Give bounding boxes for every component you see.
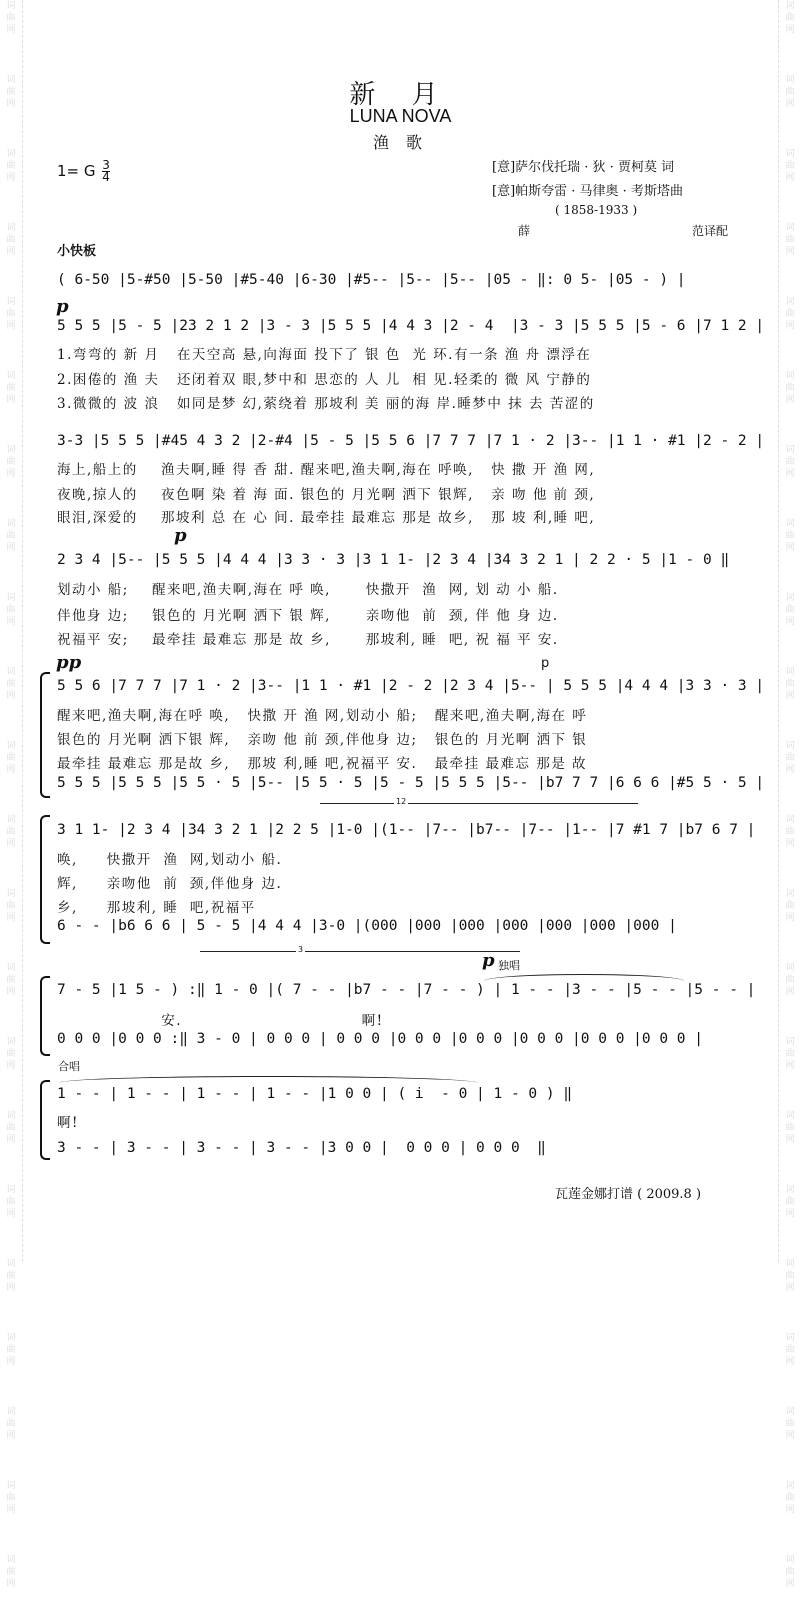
system-brace <box>40 815 50 944</box>
watermark-glyph: 网 <box>785 173 795 183</box>
key-signature <box>57 160 110 183</box>
lyric-line-3-3: 祝福平 安; 最牵挂 最难忘 那是 故 乡, 那坡利, 睡 吧, 祝 福 平 安. <box>57 632 559 648</box>
watermark-glyph: 曲 <box>785 87 795 97</box>
watermark-glyph: 网 <box>6 543 16 553</box>
watermark-glyph: 词 <box>6 371 16 381</box>
watermark-gap <box>0 628 22 648</box>
lyric-line-5-3: 乡, 那坡利, 睡 吧,祝福平 <box>57 900 256 916</box>
watermark-glyph: 词 <box>785 1259 795 1269</box>
bracket-label: 3 <box>298 945 304 954</box>
watermark-glyph: 词 <box>785 297 795 307</box>
watermark-glyph: 词 <box>6 1407 16 1417</box>
watermark-glyph: 网 <box>785 99 795 109</box>
composer-years: ( 1858-1933 ) <box>555 203 638 217</box>
watermark-glyph: 词 <box>6 1185 16 1195</box>
watermark-glyph: 词 <box>6 1111 16 1121</box>
watermark-glyph: 词 <box>785 889 795 899</box>
multi-measure-bracket <box>200 945 520 954</box>
watermark-gap <box>0 258 22 278</box>
watermark-gap <box>779 554 801 574</box>
watermark-gap <box>0 480 22 500</box>
watermark-glyph: 词 <box>785 149 795 159</box>
watermark-glyph: 曲 <box>785 309 795 319</box>
translator-right: 范译配 <box>691 224 728 238</box>
melody-staff-1: 5 5 5 |5 - 5 |23 2 1 2 |3 - 3 |5 5 5 |4 4 3 |2 - 4 |3 - 3 |5 5 5 |5 - 6 |7 1 2 | <box>57 318 765 334</box>
watermark-glyph: 网 <box>785 247 795 257</box>
watermark-gap <box>0 1368 22 1388</box>
bracket-label: 12 <box>396 797 407 806</box>
watermark-gap <box>779 1146 801 1166</box>
watermark-glyph: 网 <box>785 987 795 997</box>
lyric-line-2-2: 夜晚,掠人的 夜色啊 染 着 海 面. 银色的 月光啊 洒下 银辉, 亲 吻 他 前 颈, <box>57 487 596 503</box>
solo-marking: 独唱 <box>498 959 520 972</box>
watermark-glyph: 词 <box>785 1555 795 1565</box>
system-brace <box>40 976 50 1056</box>
watermark-glyph: 词 <box>6 593 16 603</box>
watermark-glyph: 网 <box>785 1431 795 1441</box>
watermark-glyph: 词 <box>785 75 795 85</box>
watermark-glyph: 网 <box>6 913 16 923</box>
watermark-gap <box>779 36 801 56</box>
watermark-gap <box>779 1516 801 1536</box>
watermark-gap <box>0 406 22 426</box>
watermark-glyph: 网 <box>785 691 795 701</box>
watermark-gap <box>0 1590 22 1610</box>
watermark-glyph: 曲 <box>6 235 16 245</box>
watermark-glyph: 网 <box>785 839 795 849</box>
watermark-glyph: 曲 <box>785 457 795 467</box>
watermark-gap <box>779 1072 801 1092</box>
time-denominator: 4 <box>102 170 110 184</box>
watermark-gap <box>779 924 801 944</box>
watermark-glyph: 词 <box>785 741 795 751</box>
dynamic-p: p <box>174 525 187 546</box>
dynamic-p: p <box>482 950 495 971</box>
watermark-glyph: 曲 <box>785 13 795 23</box>
watermark-glyph: 曲 <box>6 975 16 985</box>
watermark-glyph: 曲 <box>6 1345 16 1355</box>
watermark-glyph: 网 <box>785 1283 795 1293</box>
key-label: 1= G <box>57 162 96 180</box>
watermark-glyph: 曲 <box>785 901 795 911</box>
watermark-glyph: 网 <box>6 173 16 183</box>
watermark-glyph: 曲 <box>6 1493 16 1503</box>
watermark-glyph: 曲 <box>785 1049 795 1059</box>
watermark-glyph: 曲 <box>6 901 16 911</box>
lyric-line-3-1: 划动小 船; 醒来吧,渔夫啊,海在 呼 唤, 快撒开 渔 网, 划 动 小 船. <box>57 582 559 598</box>
watermark-glyph: 网 <box>785 1061 795 1071</box>
watermark-gap <box>0 184 22 204</box>
watermark-gap <box>0 1442 22 1462</box>
watermark-glyph: 词 <box>785 1407 795 1417</box>
watermark-glyph: 词 <box>6 223 16 233</box>
watermark-glyph: 曲 <box>785 531 795 541</box>
watermark-glyph: 网 <box>785 617 795 627</box>
dynamic-p: p <box>56 296 69 317</box>
watermark-glyph: 词 <box>6 519 16 529</box>
watermark-glyph: 词 <box>6 1 16 11</box>
watermark-glyph: 曲 <box>785 975 795 985</box>
watermark-glyph: 网 <box>6 1209 16 1219</box>
lyric-line-1-1: 1.弯弯的 新 月 在天空高 悬,向海面 投下了 银 色 光 环.有一条 渔 舟 漂浮在 <box>57 347 592 363</box>
melody-staff-4: 5 5 6 |7 7 7 |7 1 · 2 |3-- |1 1 · #1 |2 - 2 |2 3 4 |5-- | 5 5 5 |4 4 4 |3 3 · 3 | <box>57 678 765 694</box>
watermark-glyph: 曲 <box>785 383 795 393</box>
watermark-glyph: 词 <box>6 963 16 973</box>
watermark-glyph: 曲 <box>6 13 16 23</box>
phrase-slur <box>484 974 684 981</box>
lyric-line-5-2: 辉, 亲吻他 前 颈,伴他身 边. <box>57 876 283 892</box>
watermark-glyph: 词 <box>6 1259 16 1269</box>
watermark-glyph: 曲 <box>6 1049 16 1059</box>
melody-staff-6: 7 - 5 |1 5 - ) :‖ 1 - 0 |( 7 - - |b7 - - |7 - - ) | 1 - - |3 - - |5 - - |5 - - | <box>57 982 756 998</box>
watermark-glyph: 曲 <box>6 531 16 541</box>
watermark-gap <box>0 1072 22 1092</box>
lyric-line-3-2: 伴他身 边; 银色的 月光啊 洒下 银 辉, 亲吻他 前 颈, 伴 他 身 边. <box>57 608 559 624</box>
translator-left: 薛 <box>518 224 531 238</box>
watermark-gap <box>779 480 801 500</box>
watermark-gap <box>779 1294 801 1314</box>
song-title-english: LUNA NOVA <box>349 106 452 126</box>
watermark-gap <box>0 332 22 352</box>
watermark-gap <box>0 776 22 796</box>
watermark-glyph: 词 <box>785 667 795 677</box>
watermark-glyph: 网 <box>6 395 16 405</box>
watermark-glyph: 曲 <box>785 827 795 837</box>
watermark-glyph: 曲 <box>785 605 795 615</box>
watermark-glyph: 曲 <box>785 161 795 171</box>
watermark-glyph: 词 <box>785 815 795 825</box>
watermark-gap <box>779 850 801 870</box>
phrase-slur <box>58 1076 478 1083</box>
watermark-gap <box>0 1220 22 1240</box>
watermark-glyph: 词 <box>785 963 795 973</box>
watermark-glyph: 曲 <box>785 753 795 763</box>
watermark-gap <box>779 628 801 648</box>
watermark-glyph: 网 <box>785 1209 795 1219</box>
watermark-glyph: 词 <box>785 593 795 603</box>
intro-staff: ( 6-50 |5-#50 |5-50 |#5-40 |6-30 |#5-- |5-- |5-- |05 - ‖: 0 5- |05 - ) | <box>57 272 686 288</box>
watermark-gap <box>0 1516 22 1536</box>
watermark-gap <box>0 554 22 574</box>
watermark-glyph: 词 <box>6 1037 16 1047</box>
watermark-glyph: 网 <box>6 1061 16 1071</box>
watermark-gap <box>779 1442 801 1462</box>
watermark-glyph: 网 <box>785 1357 795 1367</box>
watermark-glyph: 网 <box>6 617 16 627</box>
watermark-glyph: 曲 <box>6 827 16 837</box>
lower-staff-6: 0 0 0 |0 0 0 :‖ 3 - 0 | 0 0 0 | 0 0 0 |0 0 0 |0 0 0 |0 0 0 |0 0 0 |0 0 0 | <box>57 1031 704 1047</box>
lyric-line-5-1: 唤, 快撒开 渔 网,划动小 船. <box>57 852 283 868</box>
watermark-glyph: 网 <box>785 1579 795 1589</box>
watermark-gap <box>0 850 22 870</box>
watermark-glyph: 词 <box>785 445 795 455</box>
composer-credit: [意]帕斯夸雷 · 马律奥 · 考斯塔曲 <box>492 184 683 199</box>
lyric-line-4-2: 银色的 月光啊 洒下银 辉, 亲吻 他 前 颈,伴他身 边; 银色的 月光啊 洒下 银 <box>57 732 588 748</box>
watermark-glyph: 网 <box>6 1283 16 1293</box>
watermark-glyph: 网 <box>6 987 16 997</box>
watermark-glyph: 网 <box>6 1505 16 1515</box>
melody-staff-5: 3 1 1- |2 3 4 |34 3 2 1 |2 2 5 |1-0 |(1-- |7-- |b7-- |7-- |1-- |7 #1 7 |b7 6 7 | <box>57 822 756 838</box>
watermark-glyph: 词 <box>6 1481 16 1491</box>
watermark-glyph: 词 <box>6 1555 16 1565</box>
watermark-gap <box>779 776 801 796</box>
watermark-glyph: 网 <box>6 247 16 257</box>
watermark-glyph: 曲 <box>6 383 16 393</box>
left-watermark <box>0 0 23 1589</box>
watermark-glyph: 曲 <box>785 1271 795 1281</box>
watermark-glyph: 网 <box>6 321 16 331</box>
watermark-glyph: 曲 <box>785 1197 795 1207</box>
lyric-line-1-2: 2.困倦的 渔 夫 还闭着双 眼,梦中和 思恋的 人 儿 相 见.轻柔的 微 风 宁静的 <box>57 372 592 388</box>
watermark-glyph: 曲 <box>785 235 795 245</box>
lyric-line-1-3: 3.微微的 波 浪 如同是梦 幻,萦绕着 那坡利 美 丽的海 岸.睡梦中 抹 去 苦涩的 <box>57 396 595 412</box>
watermark-glyph: 网 <box>6 25 16 35</box>
watermark-glyph: 曲 <box>6 1123 16 1133</box>
watermark-glyph: 曲 <box>785 1419 795 1429</box>
watermark-glyph: 词 <box>6 445 16 455</box>
watermark-glyph: 曲 <box>6 1197 16 1207</box>
lower-staff-4: 5 5 5 |5 5 5 |5 5 · 5 |5-- |5 5 · 5 |5 - 5 |5 5 5 |5-- |b7 7 7 |6 6 6 |#5 5 · 5 | <box>57 775 765 791</box>
watermark-glyph: 词 <box>785 1481 795 1491</box>
watermark-glyph: 曲 <box>6 1419 16 1429</box>
lyric-line-4-1: 醒来吧,渔夫啊,海在呼 唤, 快撒 开 渔 网,划动小 船; 醒来吧,渔夫啊,海在 呼 <box>57 708 588 724</box>
dynamic-pp: pp <box>56 652 82 673</box>
system-brace <box>40 1080 50 1160</box>
watermark-gap <box>779 1590 801 1610</box>
watermark-gap <box>0 702 22 722</box>
watermark-glyph: 网 <box>785 765 795 775</box>
watermark-glyph: 网 <box>785 469 795 479</box>
watermark-glyph: 词 <box>6 149 16 159</box>
watermark-glyph: 词 <box>785 371 795 381</box>
watermark-gap <box>779 332 801 352</box>
watermark-glyph: 曲 <box>785 1567 795 1577</box>
watermark-glyph: 曲 <box>785 1123 795 1133</box>
watermark-glyph: 曲 <box>6 161 16 171</box>
dynamic-p-small: p <box>541 656 550 671</box>
watermark-glyph: 词 <box>785 1 795 11</box>
song-subtitle: 渔 歌 <box>372 133 429 152</box>
watermark-glyph: 网 <box>6 1431 16 1441</box>
watermark-glyph: 曲 <box>6 87 16 97</box>
chorus-marking: 合唱 <box>58 1060 80 1073</box>
watermark-glyph: 词 <box>6 741 16 751</box>
watermark-glyph: 网 <box>6 765 16 775</box>
watermark-glyph: 词 <box>6 815 16 825</box>
watermark-glyph: 曲 <box>785 1345 795 1355</box>
watermark-gap <box>0 1294 22 1314</box>
time-signature <box>102 160 110 183</box>
watermark-gap <box>779 702 801 722</box>
watermark-glyph: 网 <box>785 395 795 405</box>
watermark-glyph: 网 <box>785 1505 795 1515</box>
melody-staff-3: 2 3 4 |5-- |5 5 5 |4 4 4 |3 3 · 3 |3 1 1- |2 3 4 |34 3 2 1 | 2 2 · 5 |1 - 0 ‖ <box>57 552 730 568</box>
watermark-glyph: 词 <box>785 1037 795 1047</box>
watermark-gap <box>779 406 801 426</box>
watermark-glyph: 网 <box>6 839 16 849</box>
watermark-glyph: 曲 <box>6 679 16 689</box>
watermark-glyph: 网 <box>6 691 16 701</box>
watermark-glyph: 网 <box>785 913 795 923</box>
multi-measure-bracket <box>320 797 638 806</box>
lyric-line-4-3: 最牵挂 最难忘 那是故 乡, 那坡 利,睡 吧,祝福平 安. 最牵挂 最难忘 那是 故 <box>57 756 588 772</box>
watermark-glyph: 曲 <box>6 309 16 319</box>
watermark-glyph: 网 <box>6 469 16 479</box>
watermark-gap <box>779 998 801 1018</box>
engraver-credit: 瓦莲金娜打谱 ( 2009.8 ) <box>555 1187 702 1202</box>
lyric-line-2-3: 眼泪,深爱的 那坡利 总 在 心 间. 最牵挂 最难忘 那是 故乡, 那 坡 利,睡 吧, <box>57 510 596 526</box>
tempo-marking: 小快板 <box>57 244 97 259</box>
watermark-glyph: 词 <box>6 1333 16 1343</box>
watermark-glyph: 网 <box>785 25 795 35</box>
watermark-gap <box>779 1368 801 1388</box>
time-numerator: 3 <box>102 158 110 172</box>
watermark-glyph: 网 <box>785 1135 795 1145</box>
lower-staff-5: 6 - - |b6 6 6 | 5 - 5 |4 4 4 |3-0 |(000 |000 |000 |000 |000 |000 |000 | <box>57 918 677 934</box>
watermark-glyph: 网 <box>6 1579 16 1589</box>
watermark-glyph: 曲 <box>785 679 795 689</box>
watermark-glyph: 曲 <box>6 605 16 615</box>
watermark-gap <box>779 1220 801 1240</box>
watermark-gap <box>0 924 22 944</box>
right-watermark <box>778 0 801 1589</box>
watermark-glyph: 词 <box>785 1111 795 1121</box>
watermark-gap <box>0 1146 22 1166</box>
lyric-line-2-1: 海上,船上的 渔夫啊,睡 得 香 甜. 醒来吧,渔夫啊,海在 呼唤, 快 撒 开 渔 网, <box>57 462 596 478</box>
watermark-glyph: 网 <box>785 321 795 331</box>
song-title: 新 月 <box>349 80 452 110</box>
watermark-glyph: 词 <box>785 1185 795 1195</box>
watermark-glyph: 词 <box>785 519 795 529</box>
watermark-glyph: 词 <box>785 223 795 233</box>
watermark-glyph: 曲 <box>6 753 16 763</box>
watermark-glyph: 词 <box>6 297 16 307</box>
watermark-gap <box>779 258 801 278</box>
watermark-gap <box>0 998 22 1018</box>
watermark-glyph: 曲 <box>6 1567 16 1577</box>
melody-staff-2: 3-3 |5 5 5 |#45 4 3 2 |2-#4 |5 - 5 |5 5 6 |7 7 7 |7 1 · 2 |3-- |1 1 · #1 |2 - 2 | <box>57 433 765 449</box>
melody-staff-7: 1 - - | 1 - - | 1 - - | 1 - - |1 0 0 | ( i - 0 | 1 - 0 ) ‖ <box>57 1086 573 1102</box>
watermark-glyph: 曲 <box>785 1493 795 1503</box>
watermark-glyph: 曲 <box>6 1271 16 1281</box>
watermark-glyph: 网 <box>785 543 795 553</box>
system-brace <box>40 672 50 798</box>
watermark-glyph: 词 <box>6 889 16 899</box>
watermark-glyph: 词 <box>785 1333 795 1343</box>
lower-staff-7: 3 - - | 3 - - | 3 - - | 3 - - |3 0 0 | 0 0 0 | 0 0 0 ‖ <box>57 1140 546 1156</box>
lyric-line-7: 啊! <box>57 1115 79 1131</box>
watermark-glyph: 网 <box>6 99 16 109</box>
watermark-glyph: 网 <box>6 1135 16 1145</box>
lyric-line-6: 安. 啊! <box>57 1013 384 1029</box>
watermark-gap <box>0 36 22 56</box>
watermark-glyph: 网 <box>6 1357 16 1367</box>
watermark-gap <box>779 184 801 204</box>
watermark-glyph: 词 <box>6 75 16 85</box>
watermark-glyph: 词 <box>6 667 16 677</box>
lyricist-credit: [意]萨尔伐托瑞 · 狄 · 贾柯莫 词 <box>492 160 675 175</box>
watermark-glyph: 曲 <box>6 457 16 467</box>
